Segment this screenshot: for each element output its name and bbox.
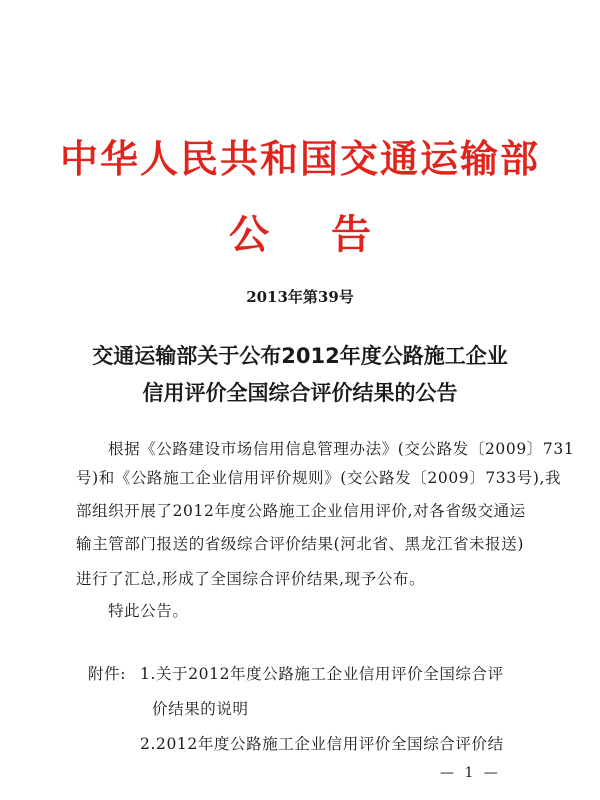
doc-type-heading: 公告 — [229, 212, 433, 258]
body-line-4: 输主管部门报送的省级综合评价结果(河北省、黑龙江省未报送) — [76, 535, 524, 553]
body-line-3: 部组织开展了2012年度公路施工企业信用评价,对各省级交通运 — [76, 502, 526, 520]
document-number: 2013年第39号 — [246, 288, 354, 306]
body-line-1: 根据《公路建设市场信用信息管理办法》(交公路发〔2009〕731 — [108, 440, 575, 458]
page-number: — 1 — — [440, 765, 501, 781]
attachment-item-1-cont: 价结果的说明 — [152, 700, 249, 718]
body-line-5: 进行了汇总,形成了全国综合评价结果,现予公布。 — [76, 570, 426, 588]
issuer-heading: 中华人民共和国交通运输部 — [59, 137, 540, 181]
document-title-line-2: 信用评价全国综合评价结果的公告 — [142, 381, 458, 405]
document-title-line-1: 交通运输部关于公布2012年度公路施工企业 — [92, 344, 508, 368]
attachments-label: 附件: — [88, 665, 127, 683]
closing-line: 特此公告。 — [108, 602, 189, 620]
body-line-2: 号)和《公路施工企业信用评价规则》(交公路发〔2009〕733号),我 — [76, 469, 562, 487]
attachment-item-1: 1.关于2012年度公路施工企业信用评价全国综合评 — [140, 665, 504, 683]
attachment-item-2: 2.2012年度公路施工企业信用评价全国综合评价结 — [140, 735, 504, 753]
